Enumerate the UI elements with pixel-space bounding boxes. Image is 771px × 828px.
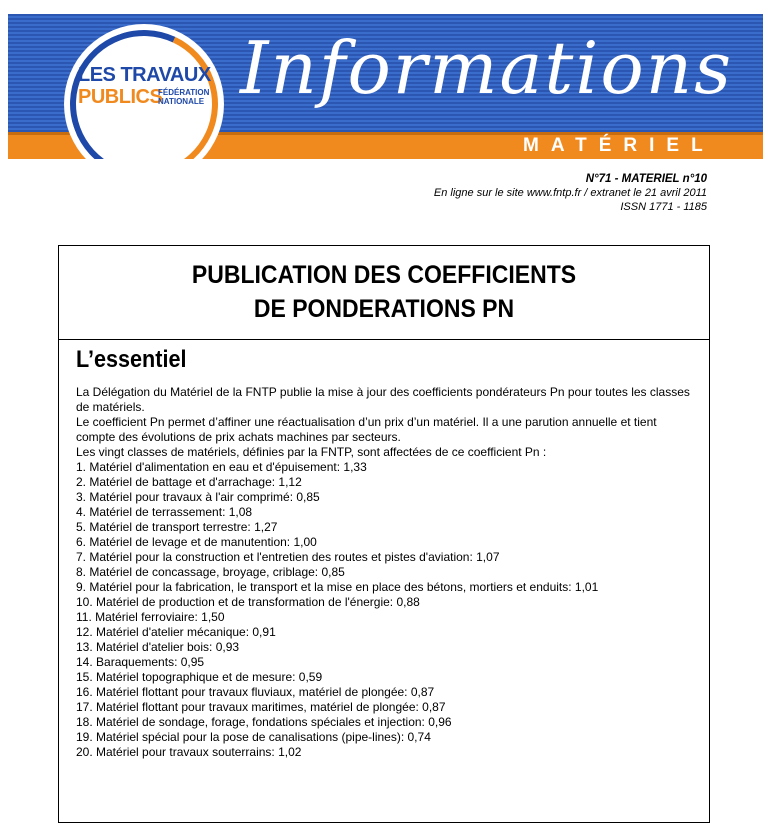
- list-item: 14. Baraquements: 0,95: [76, 655, 205, 669]
- article-content: [76, 385, 696, 760]
- list-item: 5. Matériel de transport terrestre: 1,27: [76, 520, 278, 534]
- list-item: 9. Matériel pour la fabrication, le transport et la mise en place des bétons, mortiers et enduits: 1,01: [76, 580, 599, 594]
- list-item: 3. Matériel pour travaux à l'air comprimé: 0,85: [76, 490, 320, 504]
- paragraph: Le coefficient Pn permet d’affiner une réactualisation d’un prix d’un matériel. Il a une parution annuelle et tient compte des évolutions de prix achats machines par secteurs.: [76, 415, 657, 444]
- list-item: 8. Matériel de concassage, broyage, criblage: 0,85: [76, 565, 345, 579]
- list-item: 2. Matériel de battage et d'arrachage: 1,12: [76, 475, 302, 489]
- article-box: [58, 245, 710, 823]
- online-info: En ligne sur le site www.fntp.fr / extranet le 21 avril 2011: [433, 187, 707, 199]
- article-title: [85, 258, 683, 326]
- masthead-banner: [8, 14, 763, 159]
- logo-line2: PUBLICS: [78, 86, 163, 108]
- title-divider: [59, 339, 709, 340]
- list-item: 1. Matériel d'alimentation en eau et d'épuisement: 1,33: [76, 460, 367, 474]
- logo-line1: LES TRAVAUX: [78, 64, 211, 86]
- logo-line3: FÉDÉRATION NATIONALE: [158, 88, 210, 106]
- coefficient-list: [76, 460, 696, 760]
- paragraph: La Délégation du Matériel de la FNTP publie la mise à jour des coefficients pondérateurs Pn pour toutes les classes de matériels.: [76, 385, 690, 414]
- list-item: 6. Matériel de levage et de manutention: 1,00: [76, 535, 317, 549]
- paragraph: Les vingt classes de matériels, définies par la FNTP, sont affectées de ce coefficient Pn :: [76, 445, 547, 459]
- list-item: 10. Matériel de production et de transformation de l'énergie: 0,88: [76, 595, 420, 609]
- section-heading: L’essentiel: [76, 346, 187, 373]
- list-item: 12. Matériel d'atelier mécanique: 0,91: [76, 625, 276, 639]
- title-line1: PUBLICATION DES COEFFICIENTS: [191, 261, 577, 289]
- list-item: 15. Matériel topographique et de mesure: 0,59: [76, 670, 323, 684]
- issue-number: N°71 - MATERIEL n°10: [585, 173, 707, 185]
- masthead-subtitle: MATÉRIEL: [523, 135, 715, 156]
- list-item: 7. Matériel pour la construction et l'entretien des routes et pistes d'aviation: 1,07: [76, 550, 500, 564]
- list-item: 19. Matériel spécial pour la pose de canalisations (pipe-lines): 0,74: [76, 730, 431, 744]
- list-item: 13. Matériel d'atelier bois: 0,93: [76, 640, 240, 654]
- list-item: 16. Matériel flottant pour travaux fluviaux, matériel de plongée: 0,87: [76, 685, 435, 699]
- list-item: 20. Matériel pour travaux souterrains: 1,02: [76, 745, 302, 759]
- list-item: 18. Matériel de sondage, forage, fondations spéciales et injection: 0,96: [76, 715, 452, 729]
- publication-meta: [434, 172, 707, 214]
- list-item: 17. Matériel flottant pour travaux maritimes, matériel de plongée: 0,87: [76, 700, 446, 714]
- list-item: 11. Matériel ferroviaire: 1,50: [76, 610, 225, 624]
- masthead-title: Informations: [240, 26, 734, 110]
- list-item: 4. Matériel de terrassement: 1,08: [76, 505, 253, 519]
- issn: ISSN 1771 - 1185: [620, 201, 707, 213]
- title-line2: DE PONDERATIONS PN: [253, 295, 515, 323]
